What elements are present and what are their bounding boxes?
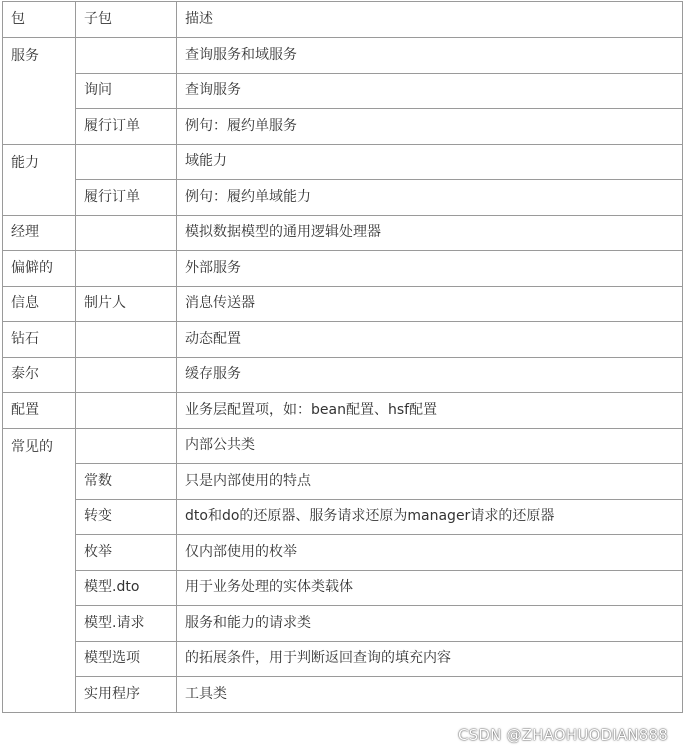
- table-row: [3, 499, 683, 535]
- subpackage-cell: [76, 393, 177, 429]
- table-row: [3, 428, 683, 464]
- package-cell: 偏僻的: [3, 251, 76, 287]
- watermark: CSDN @ZHAOHUODIAN888: [457, 726, 668, 744]
- subpackage-cell: 模型选项: [76, 641, 177, 677]
- table-header-row: [3, 2, 683, 38]
- header-subpackage: 子包: [76, 2, 177, 38]
- table-row: [3, 606, 683, 642]
- subpackage-cell: [76, 144, 177, 180]
- description-cell: 例句：履约单服务: [177, 109, 683, 145]
- table-row: [3, 73, 683, 109]
- subpackage-cell: 制片人: [76, 286, 177, 322]
- table-row: [3, 144, 683, 180]
- table-row: [3, 251, 683, 287]
- subpackage-cell: [76, 322, 177, 358]
- package-cell: 配置: [3, 393, 76, 429]
- description-cell: dto和do的还原器、服务请求还原为manager请求的还原器: [177, 499, 683, 535]
- subpackage-cell: [76, 38, 177, 74]
- description-cell: 动态配置: [177, 322, 683, 358]
- description-cell: 查询服务: [177, 73, 683, 109]
- description-cell: 外部服务: [177, 251, 683, 287]
- subpackage-cell: 模型.dto: [76, 570, 177, 606]
- package-cell: 经理: [3, 215, 76, 251]
- description-cell: 工具类: [177, 677, 683, 713]
- subpackage-cell: [76, 428, 177, 464]
- description-cell: 模拟数据模型的通用逻辑处理器: [177, 215, 683, 251]
- table-row: [3, 570, 683, 606]
- description-cell: 内部公共类: [177, 428, 683, 464]
- description-cell: 缓存服务: [177, 357, 683, 393]
- description-cell: 服务和能力的请求类: [177, 606, 683, 642]
- description-cell: 的拓展条件，用于判断返回查询的填充内容: [177, 641, 683, 677]
- package-table: [2, 1, 683, 713]
- subpackage-cell: 履行订单: [76, 180, 177, 216]
- table-row: [3, 641, 683, 677]
- table-row: [3, 215, 683, 251]
- table-row: [3, 286, 683, 322]
- description-cell: 用于业务处理的实体类载体: [177, 570, 683, 606]
- description-cell: 域能力: [177, 144, 683, 180]
- table-row: [3, 180, 683, 216]
- description-cell: 仅内部使用的枚举: [177, 535, 683, 571]
- table-row: [3, 38, 683, 74]
- subpackage-cell: 实用程序: [76, 677, 177, 713]
- description-cell: 例句：履约单域能力: [177, 180, 683, 216]
- description-cell: 消息传送器: [177, 286, 683, 322]
- subpackage-cell: 履行订单: [76, 109, 177, 145]
- subpackage-cell: [76, 215, 177, 251]
- description-cell: 查询服务和域服务: [177, 38, 683, 74]
- description-cell: 只是内部使用的特点: [177, 464, 683, 500]
- description-cell: 业务层配置项，如：bean配置、hsf配置: [177, 393, 683, 429]
- package-cell: 服务: [3, 38, 76, 145]
- table-row: [3, 393, 683, 429]
- package-cell: 钻石: [3, 322, 76, 358]
- header-package: 包: [3, 2, 76, 38]
- header-description: 描述: [177, 2, 683, 38]
- table-row: [3, 322, 683, 358]
- subpackage-cell: 常数: [76, 464, 177, 500]
- table-row: [3, 357, 683, 393]
- subpackage-cell: 枚举: [76, 535, 177, 571]
- package-cell: 常见的: [3, 428, 76, 712]
- subpackage-cell: 询问: [76, 73, 177, 109]
- package-cell: 信息: [3, 286, 76, 322]
- subpackage-cell: [76, 251, 177, 287]
- table-row: [3, 535, 683, 571]
- table-row: [3, 464, 683, 500]
- package-cell: 泰尔: [3, 357, 76, 393]
- package-cell: 能力: [3, 144, 76, 215]
- subpackage-cell: [76, 357, 177, 393]
- subpackage-cell: 模型.请求: [76, 606, 177, 642]
- subpackage-cell: 转变: [76, 499, 177, 535]
- table-row: [3, 109, 683, 145]
- table-row: [3, 677, 683, 713]
